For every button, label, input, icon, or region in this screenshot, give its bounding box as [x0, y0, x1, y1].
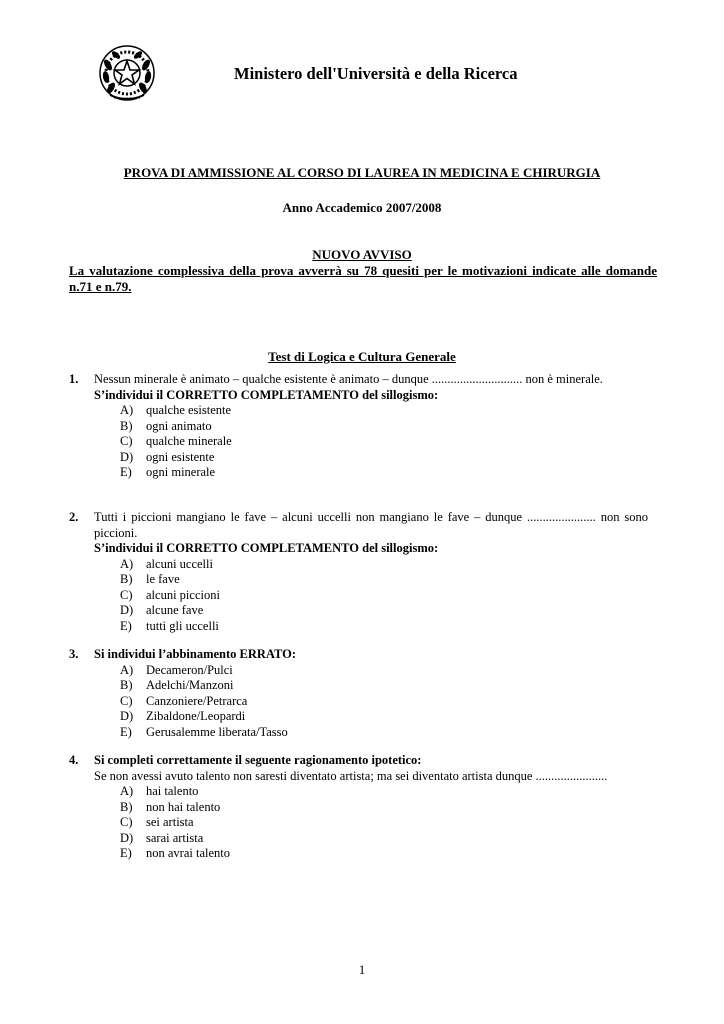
answer-option [94, 603, 648, 619]
answer-text: ogni esistente [146, 449, 215, 464]
notice-text: La valutazione complessiva della prova avverrà su 78 quesiti per le motivazioni indicate alle domande n.71 e n.79. [69, 263, 657, 294]
answer-list [94, 557, 648, 635]
answer-list [94, 784, 648, 862]
answer-option [94, 403, 648, 419]
answer-letter: D) [120, 603, 134, 617]
answer-letter: A) [120, 403, 134, 417]
answer-text: sarai artista [146, 830, 204, 845]
question-1 [69, 372, 648, 481]
answer-letter: B) [120, 799, 133, 814]
answer-letter: E) [120, 465, 132, 479]
question-4 [69, 753, 648, 862]
answer-text: Zibaldone/Leopardi [146, 709, 246, 723]
answer-option [94, 572, 648, 588]
answer-option [94, 725, 648, 741]
answer-letter: D) [120, 709, 134, 723]
answer-option [94, 588, 648, 604]
answer-text: ogni animato [146, 418, 212, 433]
answer-text: non avrai talento [146, 846, 230, 860]
question-number: 4. [69, 753, 79, 767]
answer-list [94, 403, 648, 481]
answer-option [94, 465, 648, 481]
academic-year: Anno Accademico 2007/2008 [282, 200, 442, 215]
answer-text: hai talento [146, 784, 199, 798]
question-instruction: Si completi correttamente il seguente ragionamento ipotetico: [94, 753, 422, 767]
answer-option [94, 694, 648, 710]
question-instruction: S’individui il CORRETTO COMPLETAMENTO del sillogismo: [94, 541, 439, 555]
answer-list [94, 663, 648, 741]
page-number: 1 [358, 962, 366, 977]
answer-letter: E) [120, 618, 132, 633]
question-number: 3. [69, 647, 79, 661]
answer-letter: A) [120, 556, 134, 571]
answer-letter: C) [120, 693, 133, 708]
section-title: Test di Logica e Cultura Generale [268, 349, 456, 364]
answer-option [94, 450, 648, 466]
notice-heading: NUOVO AVVISO [312, 247, 412, 262]
question-text: Se non avessi avuto talento non saresti diventato artista; ma sei diventato artista dunque ....................... [94, 768, 608, 783]
question-2 [69, 510, 648, 634]
answer-letter: B) [120, 678, 133, 692]
answer-text: alcune fave [146, 603, 204, 617]
ministry-title: Ministero dell'Università e della Ricerca [234, 64, 518, 83]
answer-text: non hai talento [146, 799, 221, 814]
answer-letter: A) [120, 662, 134, 677]
answer-letter: B) [120, 572, 133, 586]
answer-text: qualche minerale [146, 434, 232, 448]
question-text: Tutti i piccioni mangiano le fave – alcuni uccelli non mangiano le fave – dunque ...................... non sono piccioni. [94, 510, 648, 540]
answer-text: ogni minerale [146, 465, 216, 479]
answer-letter: C) [120, 815, 133, 829]
question-number: 2. [69, 510, 79, 524]
answer-text: Adelchi/Manzoni [146, 678, 234, 692]
answer-text: qualche esistente [146, 403, 232, 417]
answer-text: le fave [146, 572, 180, 586]
answer-letter: B) [120, 418, 133, 433]
answer-letter: D) [120, 830, 134, 845]
answer-text: sei artista [146, 815, 194, 829]
question-instruction: Si individui l’abbinamento ERRATO: [94, 647, 297, 661]
answer-option [94, 434, 648, 450]
answer-option [94, 709, 648, 725]
answer-option [94, 846, 648, 862]
answer-option [94, 815, 648, 831]
answer-letter: E) [120, 846, 132, 860]
answer-option [94, 784, 648, 800]
answer-letter: C) [120, 434, 133, 448]
exam-title: PROVA DI AMMISSIONE AL CORSO DI LAUREA IN MEDICINA E CHIRURGIA [123, 165, 601, 180]
answer-text: Gerusalemme liberata/Tasso [146, 724, 288, 739]
question-text: Nessun minerale è animato – qualche esistente è animato – dunque ............................. non è minerale. [94, 372, 603, 386]
answer-option [94, 557, 648, 573]
italian-republic-emblem-icon [96, 43, 158, 105]
question-3 [69, 647, 648, 740]
question-number: 1. [69, 372, 79, 386]
answer-letter: A) [120, 784, 134, 798]
answer-letter: C) [120, 587, 133, 602]
answer-option [94, 419, 648, 435]
answer-option [94, 678, 648, 694]
answer-text: alcuni uccelli [146, 556, 213, 571]
answer-text: tutti gli uccelli [146, 618, 219, 633]
answer-text: Decameron/Pulci [146, 662, 233, 677]
answer-letter: D) [120, 449, 134, 464]
answer-option [94, 619, 648, 635]
answer-option [94, 800, 648, 816]
answer-option [94, 663, 648, 679]
answer-letter: E) [120, 724, 132, 739]
answer-option [94, 831, 648, 847]
answer-text: Canzoniere/Petrarca [146, 693, 248, 708]
question-instruction: S’individui il CORRETTO COMPLETAMENTO del sillogismo: [94, 387, 439, 402]
answer-text: alcuni piccioni [146, 587, 220, 602]
